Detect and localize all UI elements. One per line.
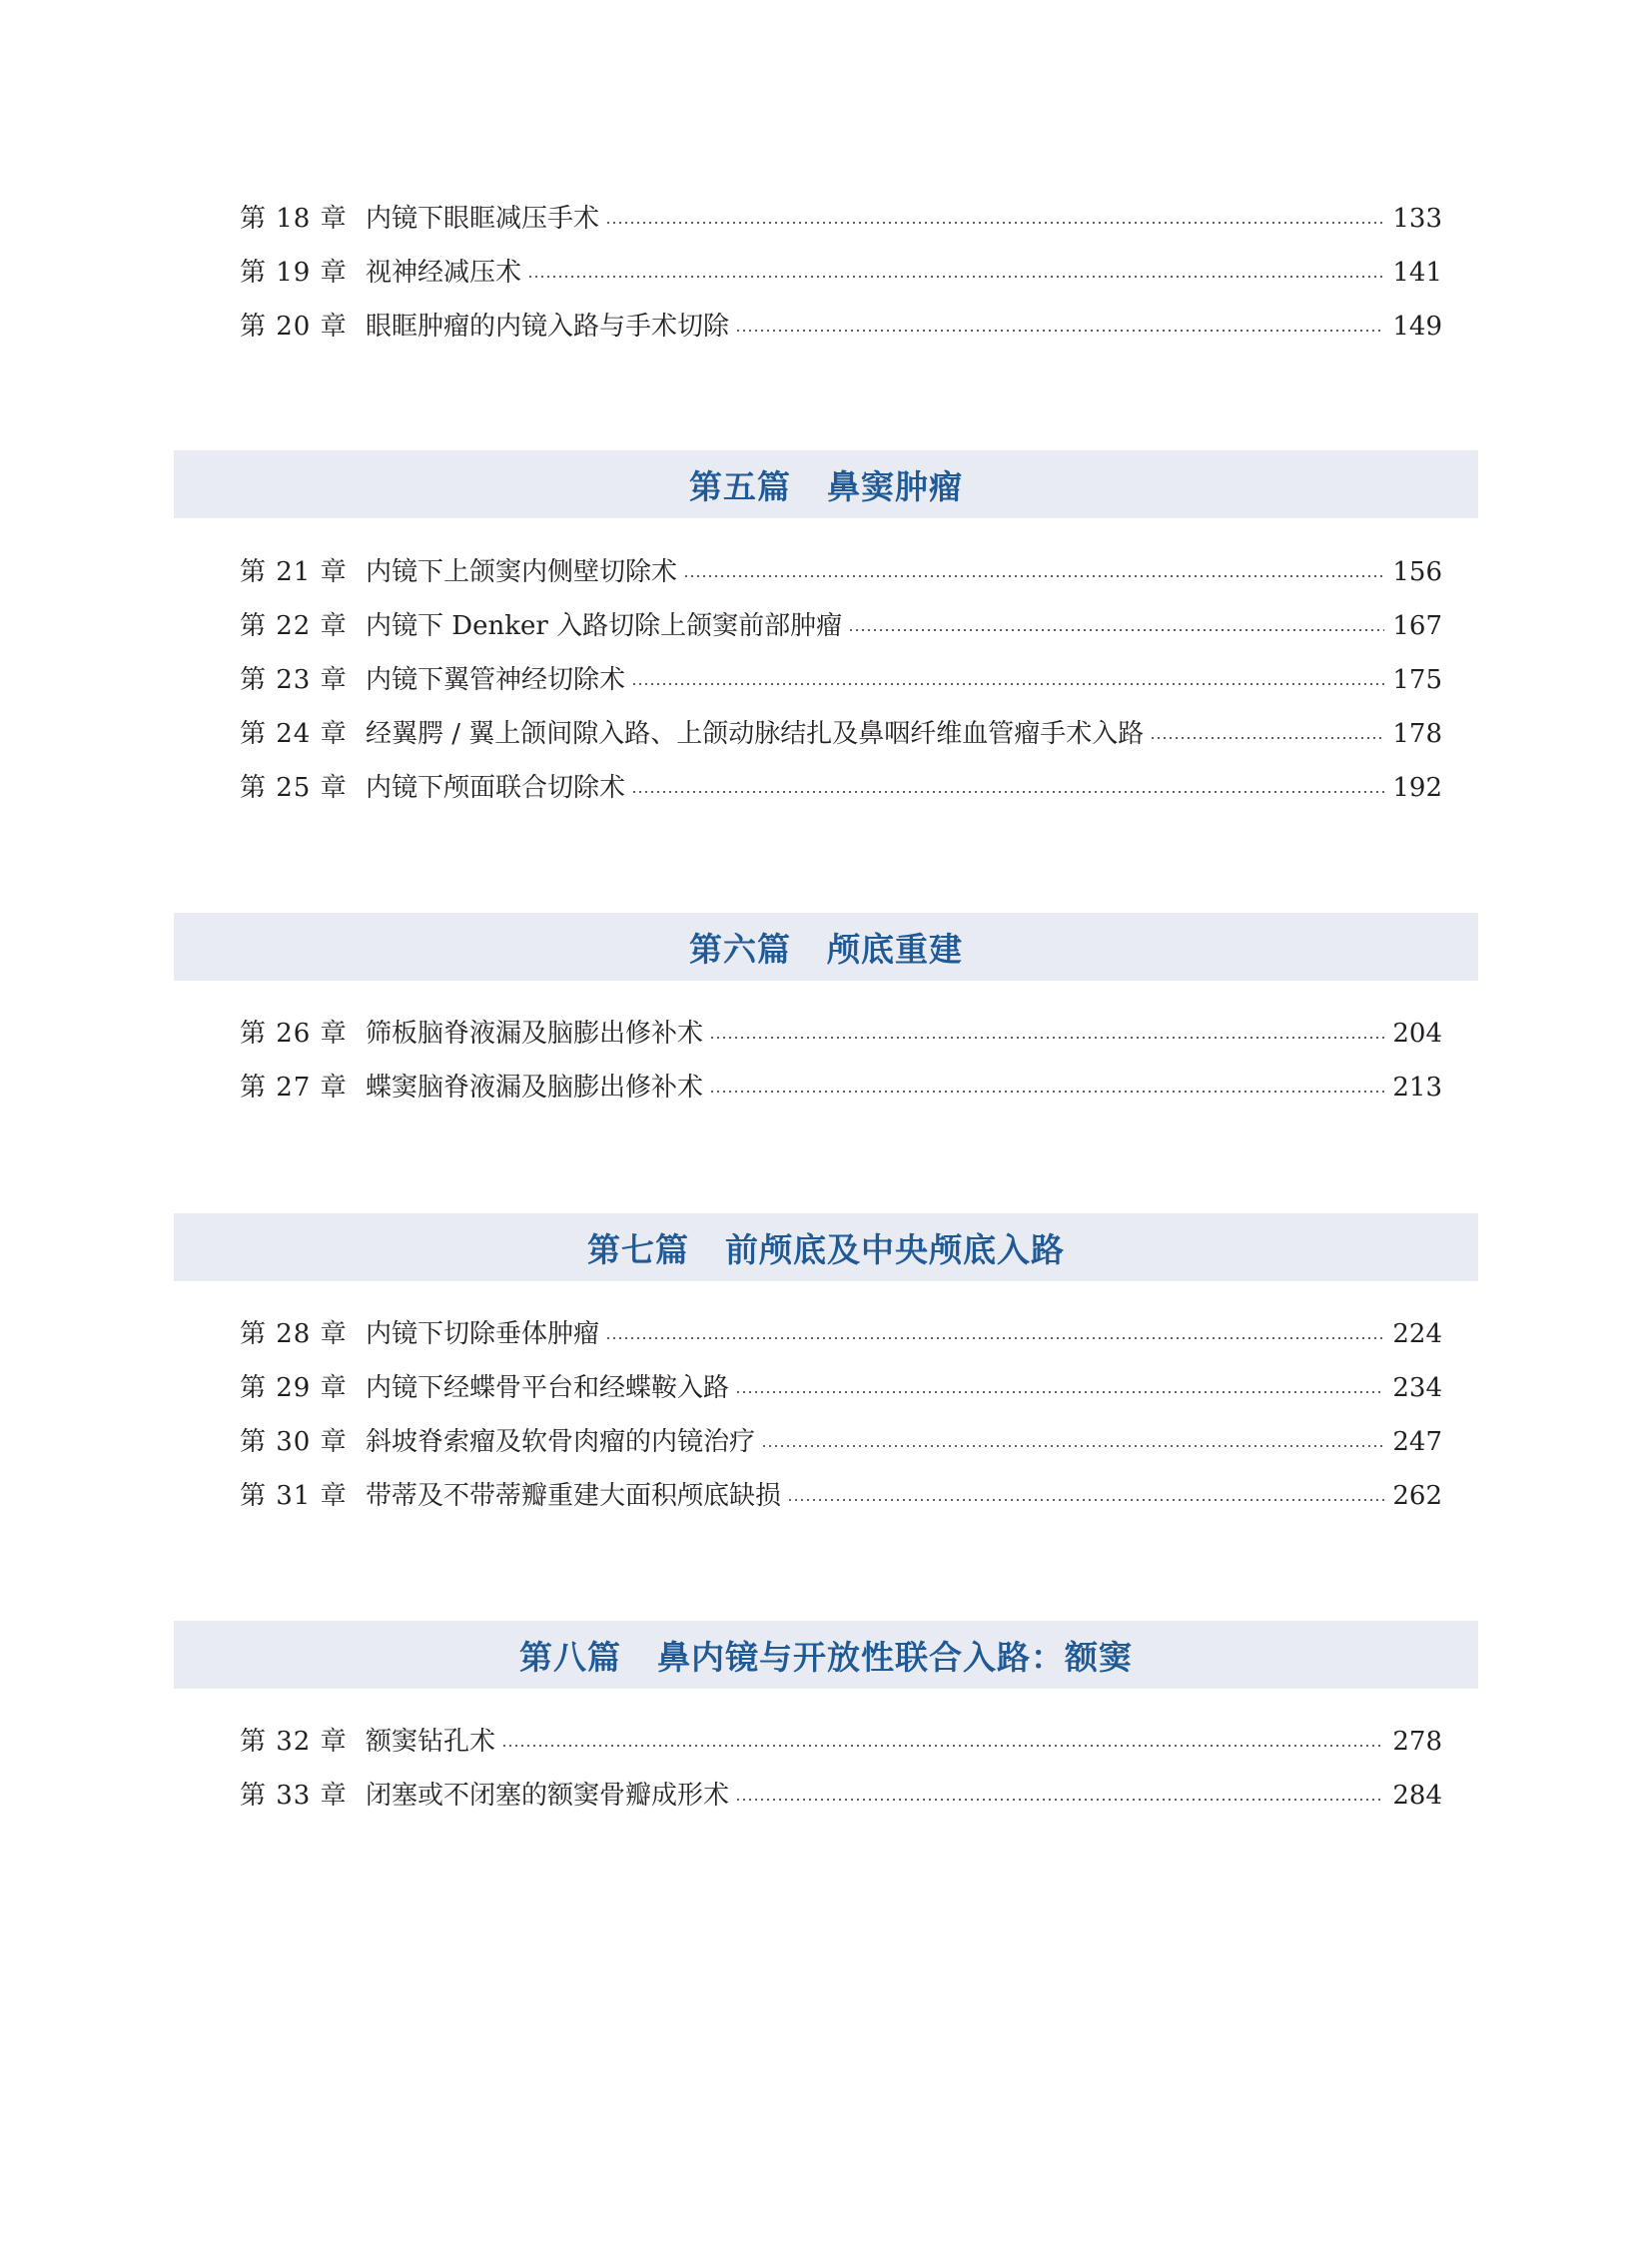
- toc-group-part-8: [240, 1715, 1442, 1823]
- chapter-number: 第 19 章: [240, 258, 348, 288]
- chapter-number: 第 24 章: [240, 719, 348, 749]
- chapter-page: 278: [1392, 1727, 1442, 1757]
- chapter-page: 234: [1392, 1373, 1442, 1403]
- chapter-title: 内镜下颅面联合切除术: [366, 773, 626, 803]
- part-title: [689, 461, 963, 508]
- dot-leader: [761, 1445, 1384, 1447]
- part-header: [174, 450, 1478, 518]
- toc-entry[interactable]: [240, 246, 1442, 300]
- part-name: 鼻内镜与开放性联合入路：额窦: [657, 1637, 1133, 1677]
- dot-leader: [631, 683, 1384, 685]
- toc-entry[interactable]: [240, 1061, 1442, 1115]
- chapter-title: 额窦钻孔术: [366, 1727, 496, 1757]
- chapter-title: 内镜下翼管神经切除术: [366, 665, 626, 695]
- chapter-page: 156: [1392, 557, 1442, 587]
- chapter-number: 第 29 章: [240, 1373, 348, 1403]
- part-header: [174, 913, 1478, 981]
- dot-leader: [527, 276, 1384, 278]
- toc-entry[interactable]: [240, 1469, 1442, 1523]
- chapter-title: 内镜下眼眶减压手术: [366, 204, 600, 234]
- chapter-page: 262: [1392, 1481, 1442, 1511]
- part-header: [174, 1621, 1478, 1689]
- chapter-page: 224: [1392, 1319, 1442, 1349]
- toc-entry[interactable]: [240, 707, 1442, 761]
- dot-leader: [735, 1391, 1384, 1393]
- toc-entry[interactable]: [240, 192, 1442, 246]
- chapter-number: 第 26 章: [240, 1019, 348, 1049]
- dot-leader: [631, 791, 1384, 793]
- chapter-title: 内镜下上颌窦内侧壁切除术: [366, 557, 678, 587]
- chapter-number: 第 31 章: [240, 1481, 348, 1511]
- chapter-title: 带蒂及不带蒂瓣重建大面积颅底缺损: [366, 1481, 782, 1511]
- chapter-page: 192: [1392, 773, 1442, 803]
- toc-entry[interactable]: [240, 1415, 1442, 1469]
- toc-group-part-5: [240, 545, 1442, 815]
- toc-entry[interactable]: [240, 599, 1442, 653]
- dot-leader: [605, 222, 1384, 224]
- chapter-number: 第 27 章: [240, 1073, 348, 1103]
- dot-leader: [735, 1799, 1384, 1801]
- dot-leader: [683, 575, 1384, 577]
- chapter-number: 第 22 章: [240, 611, 348, 641]
- toc-group-part-6: [240, 1007, 1442, 1115]
- part-title: [519, 1632, 1133, 1679]
- dot-leader: [1150, 737, 1384, 739]
- chapter-page: 133: [1392, 204, 1442, 234]
- part-name: 前颅底及中央颅底入路: [725, 1229, 1065, 1269]
- chapter-title: 斜坡脊索瘤及软骨肉瘤的内镜治疗: [366, 1427, 756, 1457]
- toc-entry[interactable]: [240, 761, 1442, 815]
- dot-leader: [735, 330, 1384, 332]
- chapter-title: 内镜下 Denker 入路切除上颌窦前部肿瘤: [366, 611, 843, 641]
- part-number: 第六篇: [689, 929, 791, 969]
- chapter-title: 内镜下经蝶骨平台和经蝶鞍入路: [366, 1373, 730, 1403]
- toc-entry[interactable]: [240, 1307, 1442, 1361]
- dot-leader: [709, 1037, 1384, 1039]
- toc-entry[interactable]: [240, 1715, 1442, 1769]
- chapter-title: 筛板脑脊液漏及脑膨出修补术: [366, 1019, 704, 1049]
- chapter-number: 第 32 章: [240, 1727, 348, 1757]
- toc-entry[interactable]: [240, 653, 1442, 707]
- part-title: [587, 1224, 1065, 1271]
- toc-entry[interactable]: [240, 300, 1442, 354]
- toc-group-part-7: [240, 1307, 1442, 1523]
- chapter-number: 第 28 章: [240, 1319, 348, 1349]
- toc-entry[interactable]: [240, 1769, 1442, 1823]
- toc-entry[interactable]: [240, 545, 1442, 599]
- chapter-number: 第 33 章: [240, 1781, 348, 1811]
- dot-leader: [709, 1091, 1384, 1093]
- part-header: [174, 1213, 1478, 1281]
- toc-entry[interactable]: [240, 1361, 1442, 1415]
- chapter-page: 213: [1392, 1073, 1442, 1103]
- part-number: 第五篇: [689, 466, 791, 506]
- chapter-page: 149: [1392, 312, 1442, 342]
- chapter-number: 第 25 章: [240, 773, 348, 803]
- part-title: [689, 924, 963, 971]
- part-name: 鼻窦肿瘤: [827, 466, 963, 506]
- chapter-page: 178: [1392, 719, 1442, 749]
- chapter-number: 第 21 章: [240, 557, 348, 587]
- chapter-page: 247: [1392, 1427, 1442, 1457]
- chapter-title: 蝶窦脑脊液漏及脑膨出修补术: [366, 1073, 704, 1103]
- chapter-title: 眼眶肿瘤的内镜入路与手术切除: [366, 312, 730, 342]
- chapter-title: 视神经减压术: [366, 258, 522, 288]
- chapter-number: 第 18 章: [240, 204, 348, 234]
- dot-leader: [848, 629, 1384, 631]
- chapter-number: 第 30 章: [240, 1427, 348, 1457]
- toc-group-continued: [240, 192, 1442, 354]
- chapter-page: 167: [1392, 611, 1442, 641]
- chapter-title: 闭塞或不闭塞的额窦骨瓣成形术: [366, 1781, 730, 1811]
- dot-leader: [787, 1499, 1384, 1501]
- dot-leader: [605, 1337, 1384, 1339]
- part-number: 第八篇: [519, 1637, 621, 1677]
- chapter-number: 第 20 章: [240, 312, 348, 342]
- part-name: 颅底重建: [827, 929, 963, 969]
- chapter-page: 141: [1392, 258, 1442, 288]
- chapter-number: 第 23 章: [240, 665, 348, 695]
- chapter-page: 175: [1392, 665, 1442, 695]
- chapter-title: 经翼腭 / 翼上颌间隙入路、上颌动脉结扎及鼻咽纤维血管瘤手术入路: [366, 719, 1145, 749]
- part-number: 第七篇: [587, 1229, 689, 1269]
- chapter-title: 内镜下切除垂体肿瘤: [366, 1319, 600, 1349]
- dot-leader: [501, 1745, 1384, 1747]
- chapter-page: 204: [1392, 1019, 1442, 1049]
- toc-entry[interactable]: [240, 1007, 1442, 1061]
- chapter-page: 284: [1392, 1781, 1442, 1811]
